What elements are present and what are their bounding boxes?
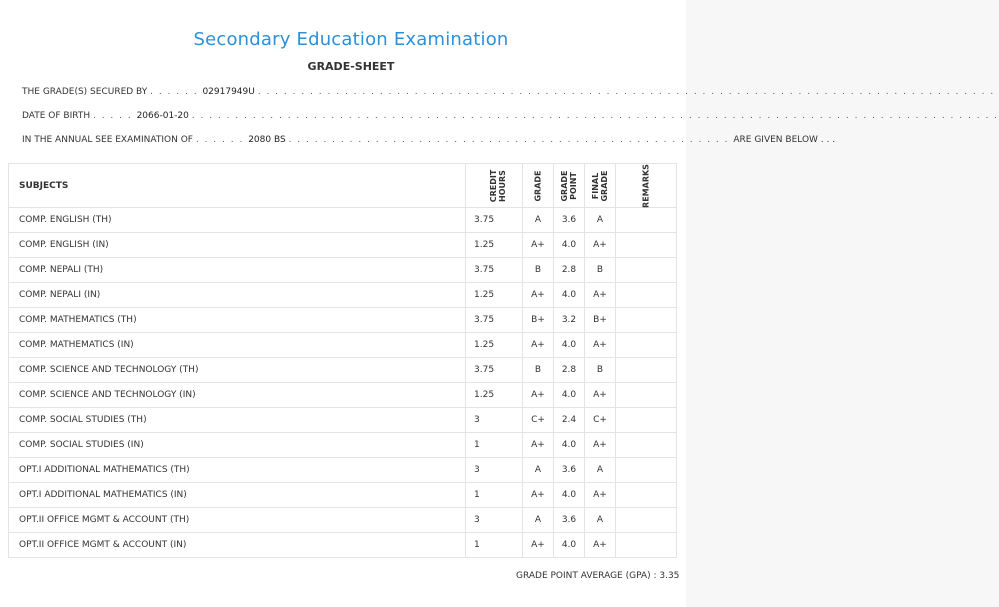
grades-table [8, 163, 677, 558]
final-grade-cell: A+ [585, 233, 616, 258]
grade-point-cell: 4.0 [554, 533, 585, 558]
credit-hours-cell: 1.25 [466, 283, 523, 308]
subject-cell: OPT.I ADDITIONAL MATHEMATICS (TH) [9, 458, 466, 483]
credit-hours-cell: 1.25 [466, 383, 523, 408]
dob-value: 2066-01-20 [136, 111, 189, 121]
gpa-line [516, 571, 679, 581]
grade-cell: A+ [523, 433, 554, 458]
credit-hours-cell: 3.75 [466, 208, 523, 233]
header-grade-text: GRADE [533, 169, 543, 202]
final-grade-cell: A [585, 508, 616, 533]
grade-point-cell: 3.6 [554, 208, 585, 233]
final-grade-cell: B [585, 358, 616, 383]
grade-cell: A+ [523, 283, 554, 308]
grade-point-cell: 3.2 [554, 308, 585, 333]
subject-cell: COMP. NEPALI (IN) [9, 283, 466, 308]
remarks-cell [616, 408, 677, 433]
leader-dots: . . . . . . . . . . . . . . . . . . . . . . . . . . . . . . . . . . . . . . . . . . . . . . . . . . . [288, 135, 734, 145]
header-credit-hours [466, 164, 523, 208]
symbol-number: 02917949U [202, 87, 255, 97]
grade-cell: A [523, 508, 554, 533]
header-final-grade [585, 164, 616, 208]
credit-hours-cell: 3.75 [466, 358, 523, 383]
final-grade-cell: A+ [585, 333, 616, 358]
grade-cell: A+ [523, 333, 554, 358]
final-grade-cell: C+ [585, 408, 616, 433]
table-row [9, 458, 677, 483]
secured-by-line [22, 87, 995, 97]
grade-cell: A+ [523, 383, 554, 408]
subject-cell: COMP. ENGLISH (IN) [9, 233, 466, 258]
exam-label: IN THE ANNUAL SEE EXAMINATION OF [22, 135, 193, 145]
remarks-cell [616, 208, 677, 233]
remarks-cell [616, 233, 677, 258]
grade-cell: B [523, 358, 554, 383]
grade-cell: B+ [523, 308, 554, 333]
gpa-value: 3.35 [659, 571, 680, 581]
table-row [9, 308, 677, 333]
table-row [9, 358, 677, 383]
grade-point-cell: 4.0 [554, 383, 585, 408]
leader-dots: . . . . . . . . . . . . . . . . . . . . . . . . . . . . . . . . . . . . . . . . . . . . . . . . . . . . . . . . . . . . . . . . . . . . . . . . . . . . . . . . . . . . . . . . . . . . . [191, 111, 999, 121]
final-grade-cell: A [585, 208, 616, 233]
subject-cell: OPT.I ADDITIONAL MATHEMATICS (IN) [9, 483, 466, 508]
final-grade-cell: B [585, 258, 616, 283]
header-remarks-text: REMARKS [641, 163, 651, 208]
table-row [9, 508, 677, 533]
subject-cell: COMP. SOCIAL STUDIES (TH) [9, 408, 466, 433]
table-row [9, 333, 677, 358]
subject-cell: COMP. SCIENCE AND TECHNOLOGY (TH) [9, 358, 466, 383]
subject-cell: COMP. MATHEMATICS (IN) [9, 333, 466, 358]
remarks-cell [616, 433, 677, 458]
table-row [9, 283, 677, 308]
leader-dots: . . . . . . [195, 135, 249, 145]
grades-table-body [9, 208, 677, 558]
table-row [9, 408, 677, 433]
remarks-cell [616, 533, 677, 558]
remarks-cell [616, 358, 677, 383]
credit-hours-cell: 3 [466, 458, 523, 483]
grade-point-cell: 4.0 [554, 233, 585, 258]
final-grade-cell: A+ [585, 433, 616, 458]
credit-hours-cell: 1 [466, 433, 523, 458]
table-row [9, 533, 677, 558]
table-row [9, 483, 677, 508]
subject-cell: OPT.II OFFICE MGMT & ACCOUNT (IN) [9, 533, 466, 558]
final-grade-cell: A+ [585, 533, 616, 558]
grade-cell: A+ [523, 533, 554, 558]
table-header-row [9, 164, 677, 208]
credit-hours-cell: 1 [466, 483, 523, 508]
grade-point-cell: 4.0 [554, 433, 585, 458]
credit-hours-cell: 1.25 [466, 233, 523, 258]
remarks-cell [616, 458, 677, 483]
grade-cell: B [523, 258, 554, 283]
grade-point-cell: 4.0 [554, 333, 585, 358]
subject-cell: COMP. MATHEMATICS (TH) [9, 308, 466, 333]
table-row [9, 383, 677, 408]
header-remarks [616, 164, 677, 208]
grade-cell: A+ [523, 233, 554, 258]
credit-hours-cell: 3 [466, 508, 523, 533]
grade-cell: A+ [523, 483, 554, 508]
subject-cell: OPT.II OFFICE MGMT & ACCOUNT (TH) [9, 508, 466, 533]
subject-cell: COMP. SOCIAL STUDIES (IN) [9, 433, 466, 458]
table-row [9, 233, 677, 258]
remarks-cell [616, 508, 677, 533]
remarks-cell [616, 383, 677, 408]
remarks-cell [616, 333, 677, 358]
credit-hours-cell: 1.25 [466, 333, 523, 358]
remarks-cell [616, 483, 677, 508]
remarks-cell [616, 283, 677, 308]
credit-hours-cell: 3.75 [466, 258, 523, 283]
subject-cell: COMP. ENGLISH (TH) [9, 208, 466, 233]
leader-dots: . . . . . . . . . . . . . . . . . . . . . . . . . . . . . . . . . . . . . . . . . . . . . . . . . . . . . . . . . . . . . . . . . . . . . . . . . . . . . . . . . . . . . [257, 87, 995, 97]
final-grade-cell: A+ [585, 283, 616, 308]
secured-by-label: THE GRADE(S) SECURED BY [22, 87, 148, 97]
grade-point-cell: 4.0 [554, 283, 585, 308]
exam-year: 2080 BS [248, 135, 286, 145]
table-row [9, 208, 677, 233]
credit-hours-cell: 1 [466, 533, 523, 558]
table-row [9, 433, 677, 458]
remarks-cell [616, 308, 677, 333]
final-grade-cell: B+ [585, 308, 616, 333]
subject-cell: COMP. NEPALI (TH) [9, 258, 466, 283]
grade-point-cell: 3.6 [554, 458, 585, 483]
page-subtitle: GRADE-SHEET [307, 60, 395, 73]
remarks-cell [616, 258, 677, 283]
header-grade [523, 164, 554, 208]
final-grade-cell: A [585, 458, 616, 483]
given-below-text: ARE GIVEN BELOW . . . [733, 135, 836, 145]
grade-point-cell: 2.8 [554, 258, 585, 283]
final-grade-cell: A+ [585, 483, 616, 508]
grade-point-cell: 2.4 [554, 408, 585, 433]
grade-point-cell: 3.6 [554, 508, 585, 533]
header-credit-hours-text: CREDIT HOURS [489, 169, 507, 202]
subject-cell: COMP. SCIENCE AND TECHNOLOGY (IN) [9, 383, 466, 408]
leader-dots: . . . . . [92, 111, 137, 121]
header-grade-point-text: GRADE POINT [560, 169, 578, 202]
exam-line [22, 135, 836, 145]
final-grade-cell: A+ [585, 383, 616, 408]
header-grade-point [554, 164, 585, 208]
dob-label: DATE OF BIRTH [22, 111, 91, 121]
grade-cell: C+ [523, 408, 554, 433]
dob-line [22, 111, 999, 121]
grade-point-cell: 4.0 [554, 483, 585, 508]
page-title: Secondary Education Examination [193, 29, 509, 50]
credit-hours-cell: 3.75 [466, 308, 523, 333]
grade-cell: A [523, 458, 554, 483]
gpa-label: GRADE POINT AVERAGE (GPA) : [516, 571, 657, 581]
header-final-grade-text: FINAL GRADE [591, 169, 609, 202]
credit-hours-cell: 3 [466, 408, 523, 433]
grade-point-cell: 2.8 [554, 358, 585, 383]
leader-dots: . . . . . . [150, 87, 203, 97]
header-subjects: SUBJECTS [9, 164, 466, 208]
grade-cell: A [523, 208, 554, 233]
table-row [9, 258, 677, 283]
